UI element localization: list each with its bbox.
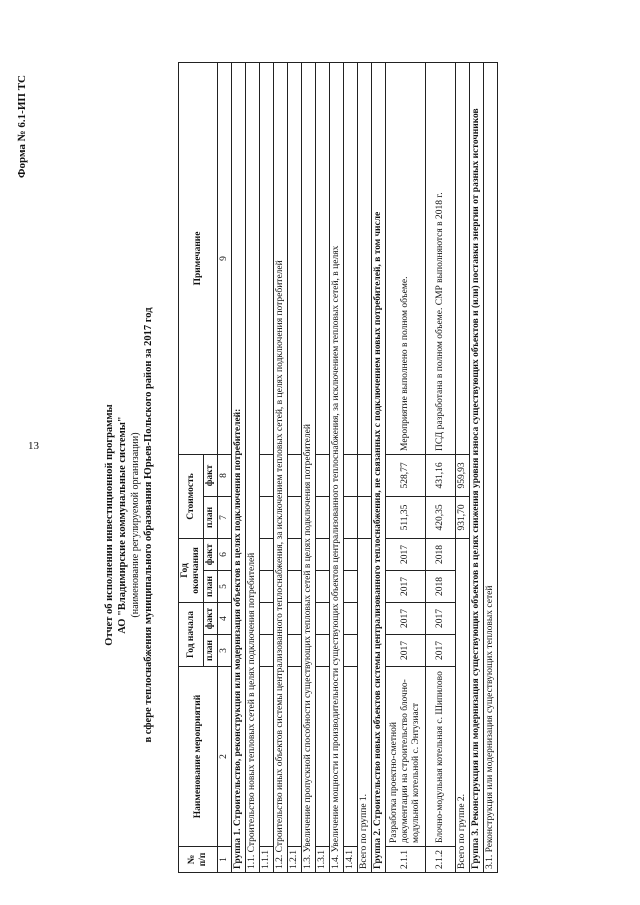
end-fact: 2017	[386, 538, 426, 570]
subgroup-row	[330, 62, 344, 872]
start-plan: 2017	[386, 635, 426, 667]
total-group-2-cost-fact: 959,93	[456, 454, 470, 496]
form-id: Форма № 6.1-ИП ТС	[16, 75, 28, 178]
group-row	[470, 62, 484, 872]
table-row	[260, 62, 274, 872]
subgroup-row	[302, 62, 316, 872]
total-group-2-label: Всего по группе 2.	[456, 538, 470, 872]
table-row	[288, 62, 302, 872]
start-fact-header: факт	[204, 602, 218, 634]
subgroup-1-1: 1.1. Строительство новых тепловых сетей в целях подключения потребителей	[246, 62, 260, 872]
col-number: 4	[218, 602, 232, 634]
table-row	[426, 62, 456, 872]
col-name-header: Наименование мероприятий	[179, 667, 218, 847]
table-row	[386, 62, 426, 872]
col-number: 9	[218, 62, 232, 454]
header-title: Отчет об исполнении инвестиционной программы	[104, 404, 115, 646]
subgroup-1-3: 1.3. Увеличение пропускной способности существующих тепловых сетей в целях подключения потребителей	[302, 62, 316, 872]
group-row	[372, 62, 386, 872]
group-row	[232, 62, 246, 872]
col-number: 2	[218, 667, 232, 847]
end-fact-header: факт	[204, 538, 218, 570]
total-row	[456, 62, 470, 872]
group-3-title: Группа 3. Реконструкция или модернизация существующих объектов в целях снижения уровня износа существующих объектов и (или) поставки энергии от разных источников	[470, 62, 484, 872]
subgroup-row	[484, 62, 498, 872]
subgroup-3-1: 3.1. Реконструкция или модернизация существующих тепловых сетей	[484, 62, 498, 872]
start-plan-header: план	[204, 635, 218, 667]
col-number: 1	[218, 847, 232, 873]
investment-report-table	[178, 62, 498, 873]
cost-plan-header: план	[204, 496, 218, 538]
cost-plan: 511,35	[386, 496, 426, 538]
note: ПСД разработана в полном объеме. СМР выполняются в 2018 г.	[426, 62, 456, 454]
row-number: 1.1.1	[260, 847, 274, 873]
subgroup-1-2: 1.2. Строительство иных объектов системы централизованного теплоснабжения, за исключением тепловых сетей, в целях подключения потребителей	[274, 62, 288, 872]
row-number: 1.4.1	[344, 847, 358, 873]
report-header	[103, 165, 155, 885]
subgroup-1-4: 1.4. Увеличение мощности и производительности существующих объектов централизованного теплоснабжения, за исключением тепловых сетей, в целях	[330, 62, 344, 872]
table-row	[316, 62, 330, 872]
col-end-header: Год окончания	[179, 538, 204, 602]
group-2-title: Группа 2. Строительство новых объектов системы централизованного теплоснабжения, не связанных с подключением новых потребителей, в том числе	[372, 62, 386, 872]
header-organization-caption: (наименование регулируемой организации)	[130, 432, 141, 618]
header-scope: в сфере теплоснабжения муниципального образования Юрьев-Польского район за 2017 год	[143, 307, 154, 743]
col-number: 8	[218, 454, 232, 496]
cost-fact-header: факт	[204, 454, 218, 496]
end-fact: 2018	[426, 538, 456, 570]
column-number-row	[218, 62, 232, 872]
row-number: 2.1.2	[426, 847, 456, 873]
start-fact: 2017	[386, 602, 426, 634]
table-row	[344, 62, 358, 872]
row-number: 1.3.1	[316, 847, 330, 873]
col-cost-header: Стоимость	[179, 454, 204, 538]
total-row	[358, 62, 372, 872]
start-plan: 2017	[426, 635, 456, 667]
cost-fact: 528,77	[386, 454, 426, 496]
row-number: 2.1.1	[386, 847, 426, 873]
end-plan-header: план	[204, 570, 218, 602]
col-number: 5	[218, 570, 232, 602]
subgroup-row	[274, 62, 288, 872]
end-plan: 2017	[386, 570, 426, 602]
col-note-header: Примечание	[179, 62, 218, 454]
total-group-2-cost-plan: 931,70	[456, 496, 470, 538]
header-row	[179, 62, 204, 872]
measure-name: Блочно-модульная котельная с. Шипилово	[426, 667, 456, 847]
end-plan: 2018	[426, 570, 456, 602]
col-no-header: № п/п	[179, 847, 218, 873]
subgroup-row	[246, 62, 260, 872]
header-organization: АО "Владимирские коммунальные системы"	[117, 416, 128, 634]
rotated-sheet	[8, 45, 628, 885]
measure-name: Разработка проектно-сметной документации на строительство блочно-модульной котельной с. Энтузиаст	[386, 667, 426, 847]
col-number: 6	[218, 538, 232, 570]
row-number: 1.2.1	[288, 847, 302, 873]
start-fact: 2017	[426, 602, 456, 634]
page-number: 13	[28, 440, 39, 452]
cost-plan: 420,35	[426, 496, 456, 538]
total-group-1-label: Всего по группе 1.	[358, 538, 372, 872]
note: Мероприятие выполнено в полном объеме.	[386, 62, 426, 454]
col-number: 3	[218, 635, 232, 667]
group-1-title: Группа 1. Строительство, реконструкция или модернизация объектов в целях подключения потребителей:	[232, 62, 246, 872]
col-number: 7	[218, 496, 232, 538]
cost-fact: 431,16	[426, 454, 456, 496]
col-start-header: Год начала	[179, 602, 204, 666]
